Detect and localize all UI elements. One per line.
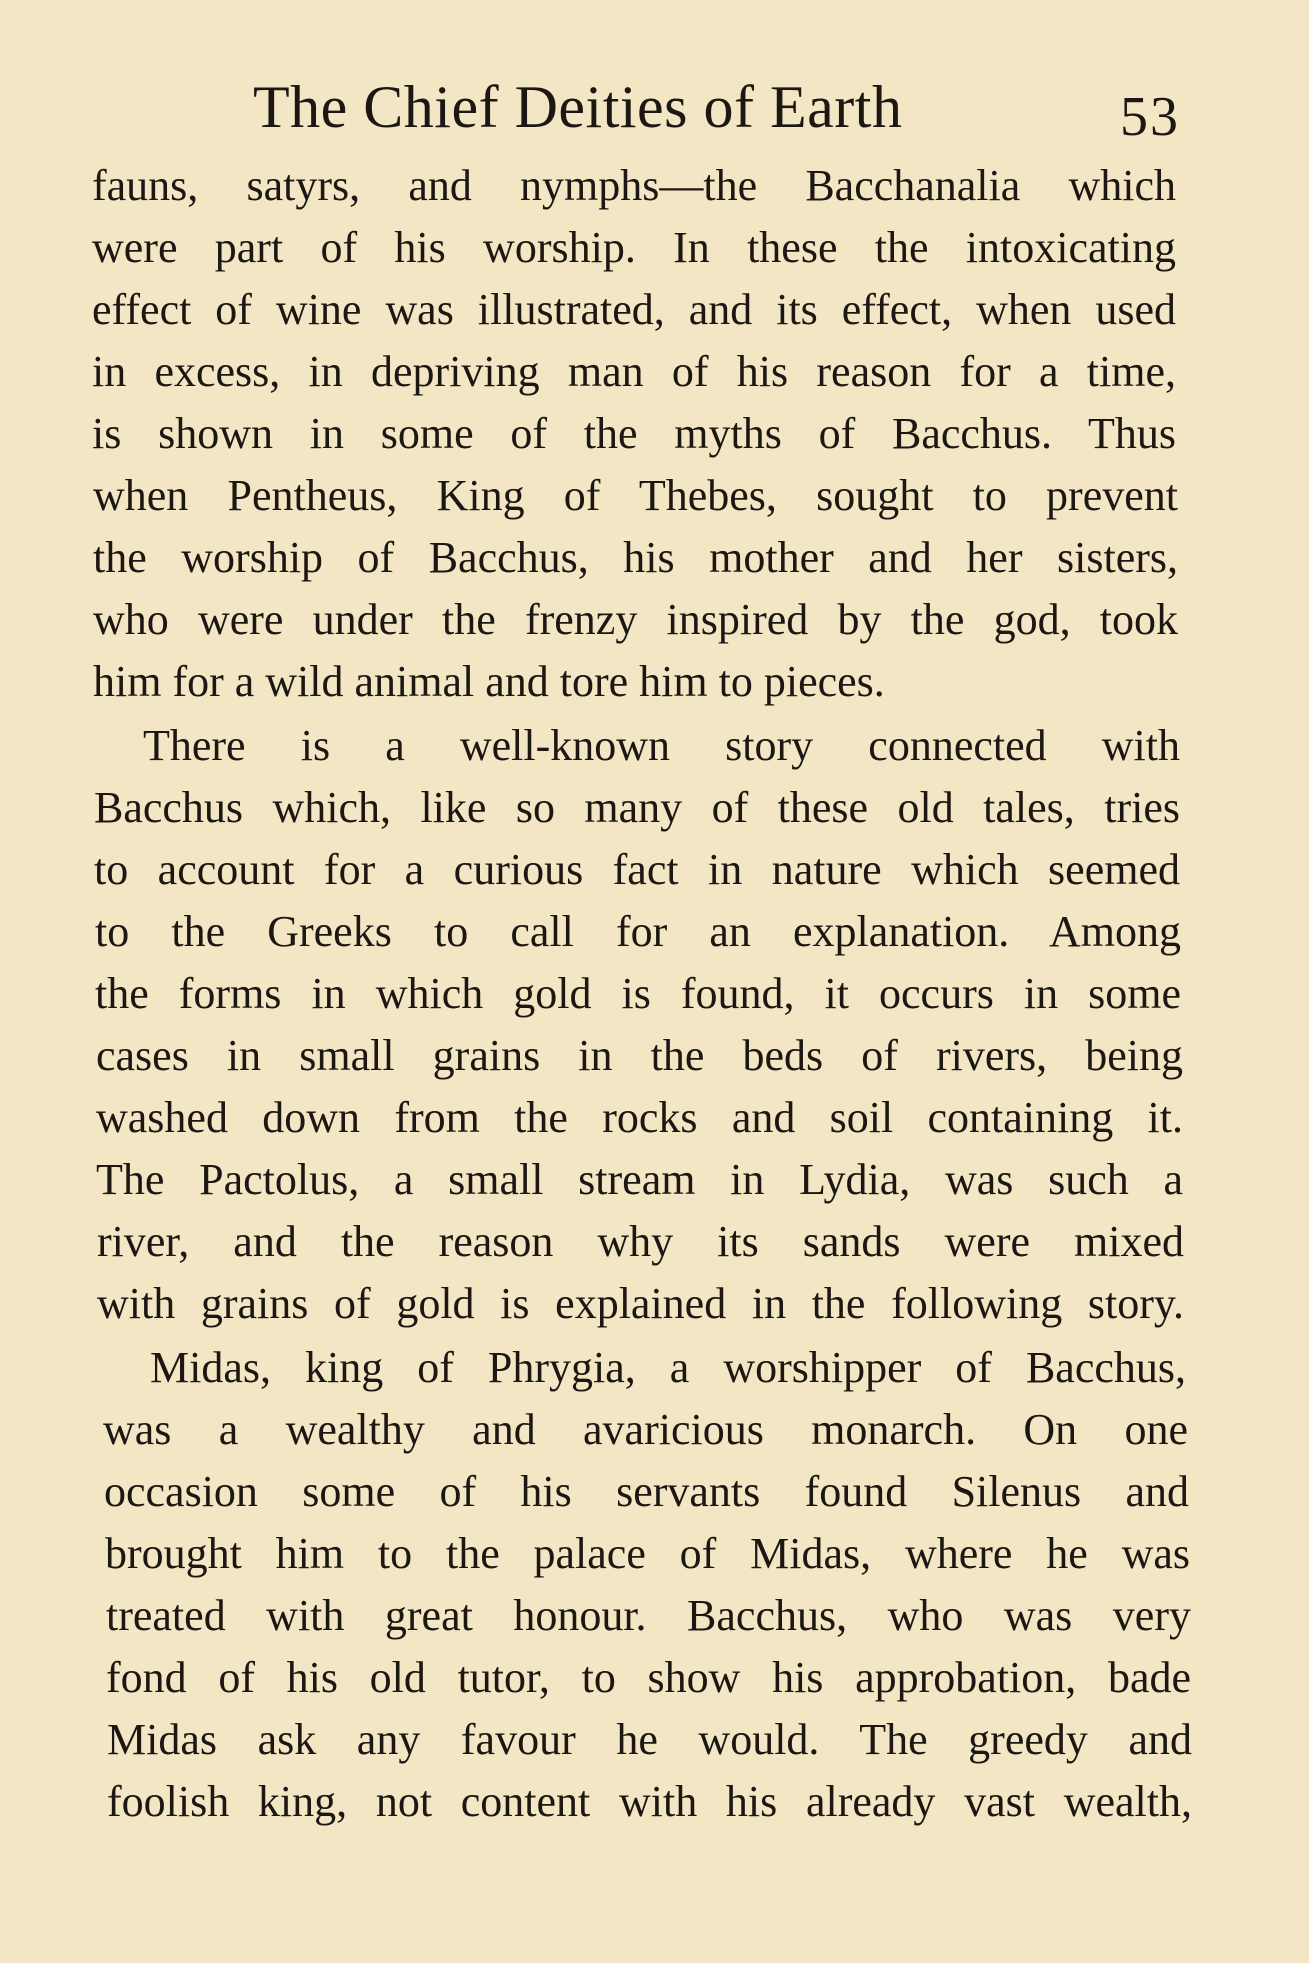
text-line: The Pactolus, a small stream in Lydia, was such a <box>96 1155 1183 1204</box>
text-line: fond of his old tutor, to show his approbation, bade <box>106 1653 1191 1702</box>
text-line: occasion some of his servants found Silenus and <box>104 1467 1189 1516</box>
paragraph-start-line: There is a well-known story connected with <box>143 721 1180 770</box>
text-line: with grains of gold is explained in the following story. <box>97 1279 1184 1328</box>
text-line: were part of his worship. In these the intoxicating <box>92 223 1176 272</box>
page-number: 53 <box>1120 86 1180 148</box>
text-line: when Pentheus, King of Thebes, sought to prevent <box>93 471 1178 520</box>
text-line: brought him to the palace of Midas, where he was <box>105 1529 1190 1578</box>
running-head <box>90 72 1180 148</box>
text-line: river, and the reason why its sands were mixed <box>97 1217 1184 1266</box>
text-line: to account for a curious fact in nature which seemed <box>94 845 1180 894</box>
text-line: in excess, in depriving man of his reason for a time, <box>92 347 1176 396</box>
text-line: to the Greeks to call for an explanation. Among <box>95 907 1181 956</box>
paragraph-start-line: Midas, king of Phrygia, a worshipper of Bacchus, <box>150 1343 1186 1392</box>
text-line: Midas ask any favour he would. The greedy and <box>107 1715 1192 1764</box>
text-line: effect of wine was illustrated, and its effect, when used <box>92 285 1176 334</box>
text-line: Bacchus which, like so many of these old tales, tries <box>94 783 1180 832</box>
text-line: was a wealthy and avaricious monarch. On one <box>103 1405 1188 1454</box>
running-title: The Chief Deities of Earth <box>253 74 903 140</box>
text-line: foolish king, not content with his already vast wealth, <box>107 1777 1192 1826</box>
text-line: the forms in which gold is found, it occurs in some <box>95 969 1181 1018</box>
text-line: fauns, satyrs, and nymphs—the Bacchanalia which <box>92 161 1176 210</box>
text-line: treated with great honour. Bacchus, who was very <box>106 1591 1191 1640</box>
text-line: washed down from the rocks and soil containing it. <box>96 1093 1183 1142</box>
text-line: cases in small grains in the beds of rivers, being <box>96 1031 1183 1080</box>
text-line: who were under the frenzy inspired by the god, took <box>93 595 1178 644</box>
text-line: is shown in some of the myths of Bacchus. Thus <box>92 409 1176 458</box>
text-line: him for a wild animal and tore him to pieces. <box>93 657 885 706</box>
text-line: the worship of Bacchus, his mother and her sisters, <box>93 533 1178 582</box>
